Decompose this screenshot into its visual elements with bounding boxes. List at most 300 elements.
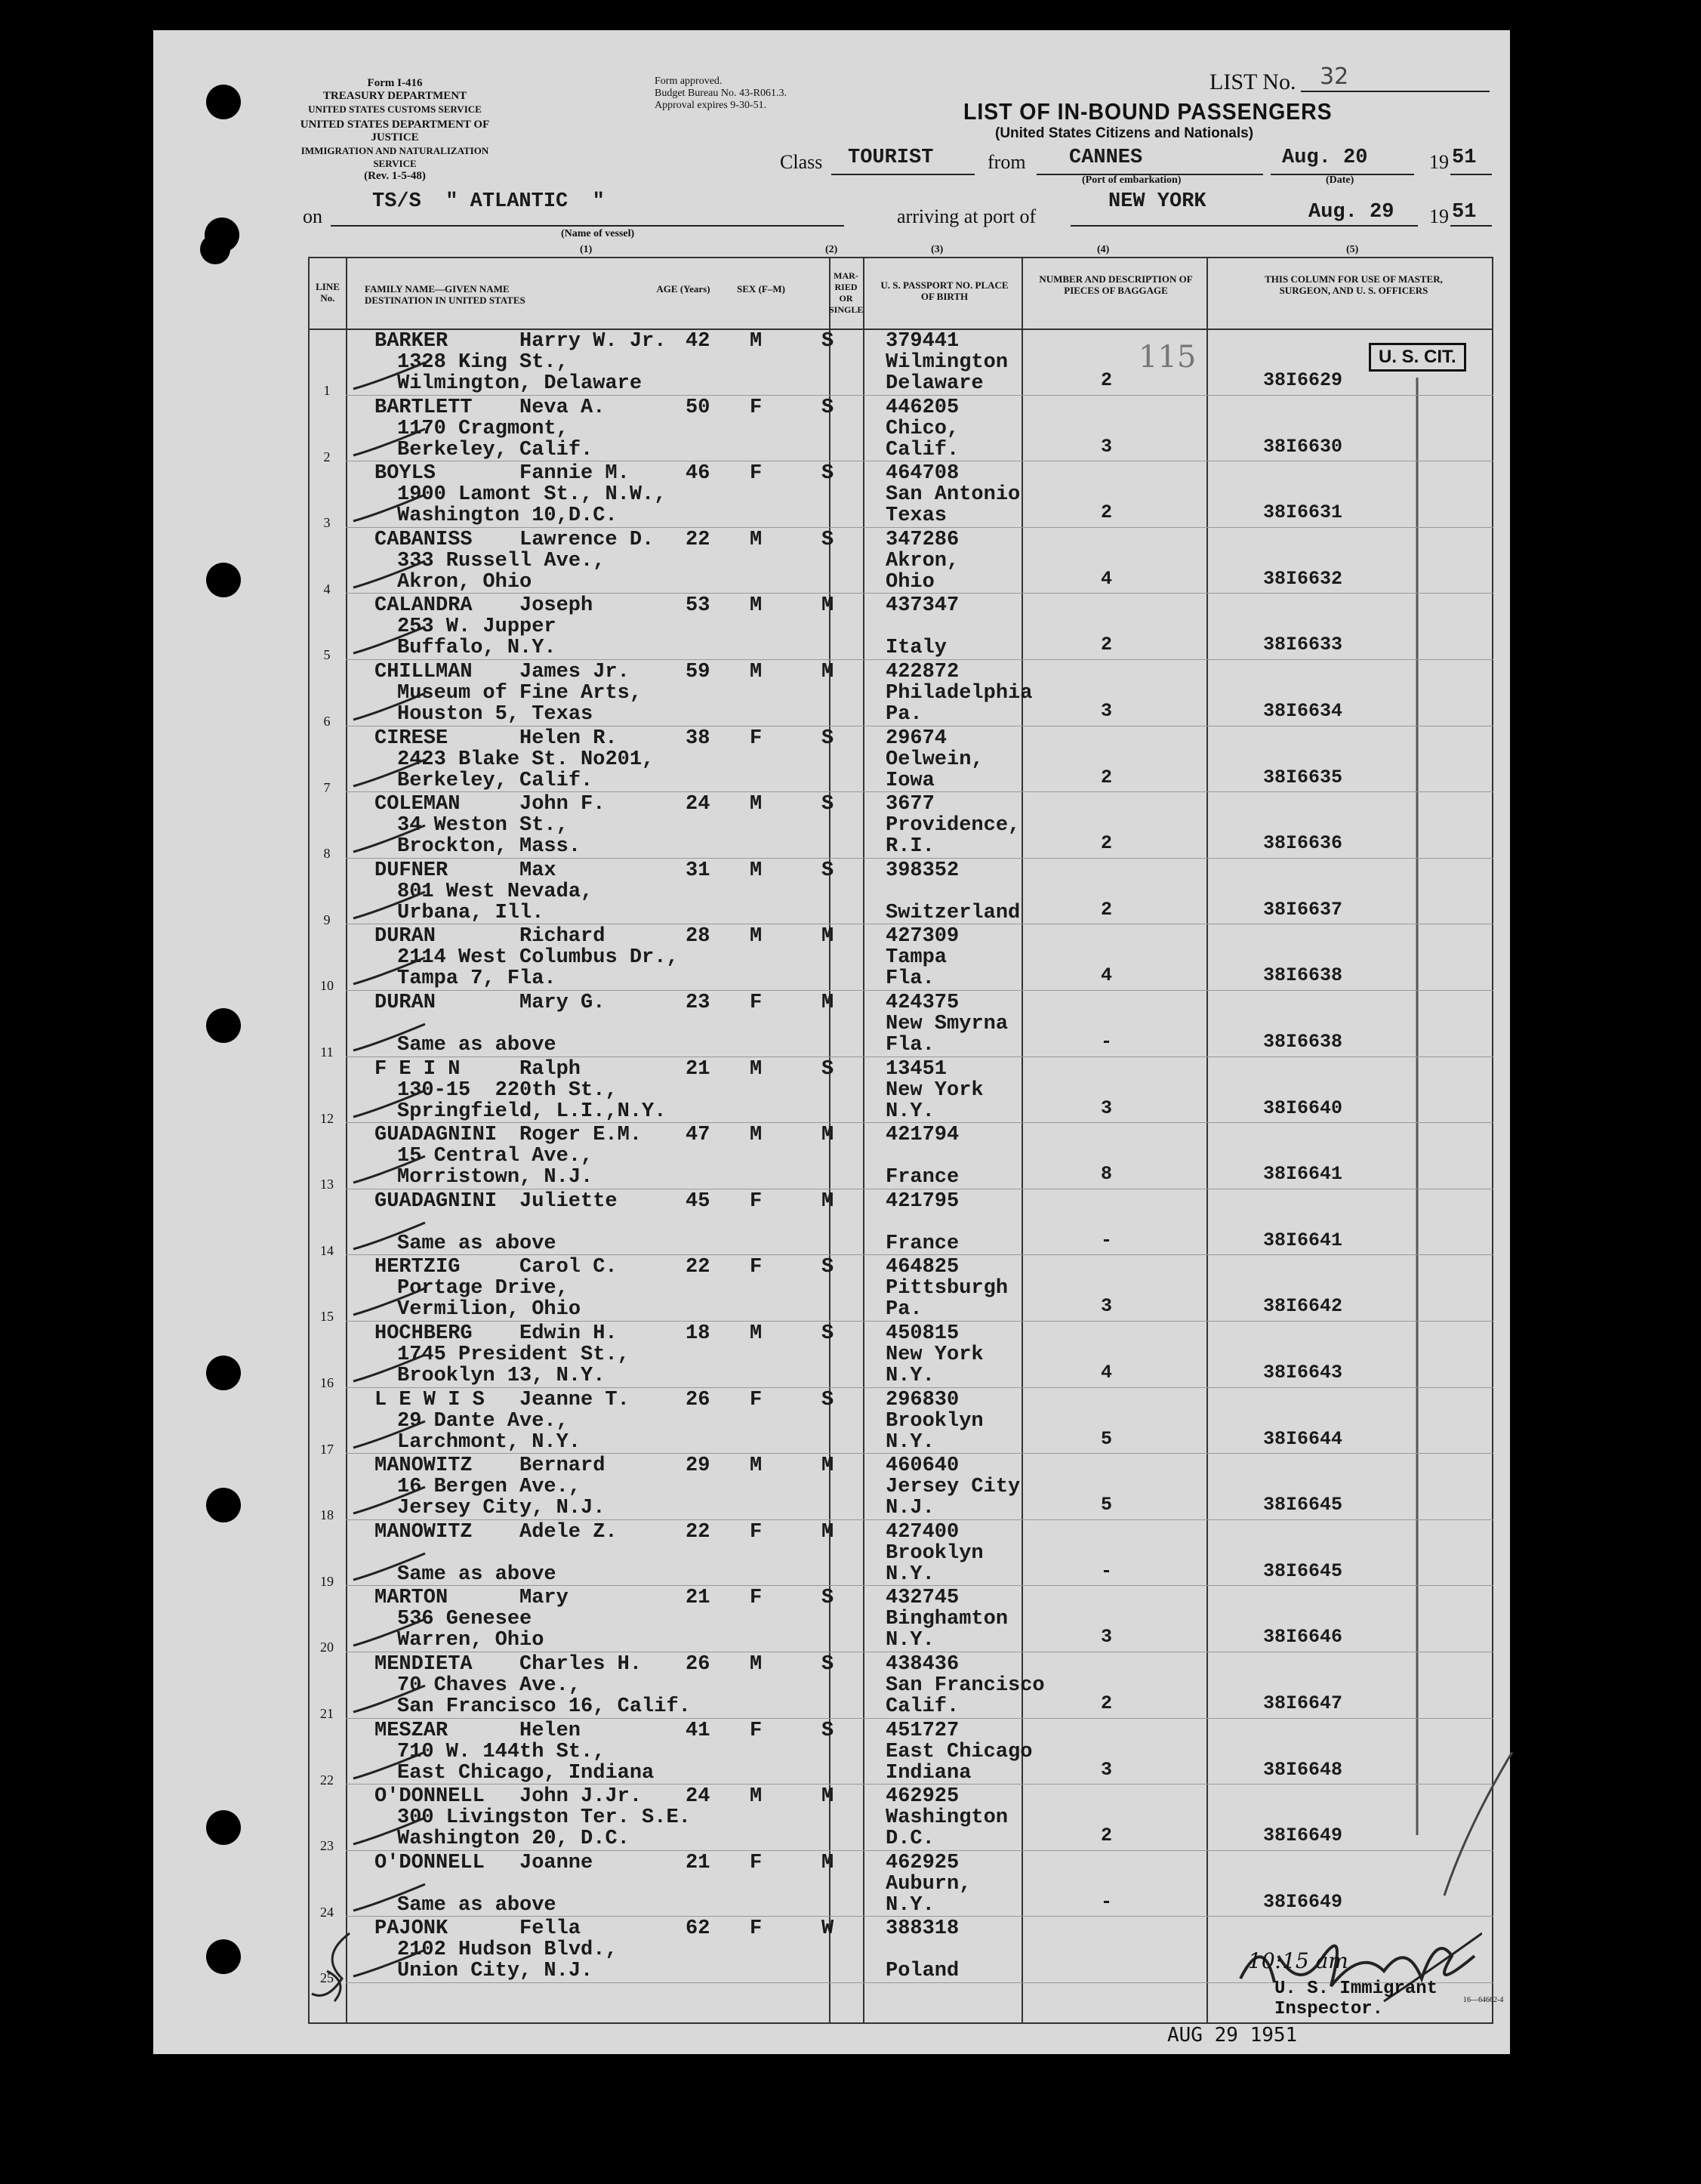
table-row	[308, 1322, 1493, 1389]
sex: M	[750, 1653, 763, 1676]
destination-line: Warren, Ohio	[397, 1629, 544, 1652]
line-number: 7	[323, 779, 331, 795]
binder-hole	[206, 85, 241, 119]
table-row	[308, 925, 1493, 992]
baggage-count: 2	[1101, 1692, 1113, 1714]
marital-status: S	[821, 462, 834, 486]
line-number: 5	[323, 647, 331, 663]
marital-status: M	[821, 594, 834, 618]
row-rule	[346, 395, 1493, 396]
destination-line: Washington 20, D.C.	[397, 1828, 630, 1851]
row-rule	[346, 791, 1493, 792]
passport-number: 438436	[886, 1653, 960, 1676]
destination-line: Springfield, L.I.,N.Y.	[397, 1100, 667, 1123]
col-passport-header: U. S. PASSPORT NO. PLACE OF BIRTH	[880, 279, 1009, 302]
passport-number: 427309	[886, 925, 960, 949]
col-sex-header: SEX (F–M)	[737, 283, 785, 295]
destination-line: Washington 10,D.C.	[397, 504, 618, 528]
check-mark	[350, 1814, 433, 1852]
table-row	[308, 1190, 1493, 1257]
destination-line: San Francisco 16, Calif.	[397, 1695, 691, 1718]
passport-number: 422872	[886, 661, 960, 683]
given-name: Carol C.	[519, 1256, 618, 1279]
destination-line: Wilmington, Delaware	[397, 372, 642, 395]
family-name: MANOWITZ	[374, 1454, 473, 1478]
arrival-date: Aug. 29	[1308, 201, 1394, 224]
line-number: 24	[320, 1904, 334, 1920]
birthplace-line: San Antonio	[886, 483, 1021, 507]
family-name: CIRESE	[374, 726, 448, 750]
family-name: MANOWITZ	[374, 1520, 473, 1544]
address-line: 16 Bergen Ave.,	[397, 1476, 581, 1499]
table-row	[308, 462, 1493, 529]
table-row	[308, 727, 1493, 794]
official-reference: 38I6646	[1263, 1626, 1343, 1649]
age: 18	[686, 1322, 710, 1345]
baggage-count: 5	[1101, 1427, 1113, 1450]
marital-status: S	[821, 793, 834, 816]
address-line: 300 Livingston Ter. S.E.	[397, 1806, 691, 1830]
passport-number: 421794	[886, 1124, 960, 1147]
from-label: from	[988, 151, 1026, 173]
official-reference: 38I6641	[1263, 1163, 1343, 1186]
official-reference: 38I6629	[1263, 369, 1343, 391]
birthplace-line: Italy	[886, 637, 948, 660]
birthplace-line: N.Y.	[886, 1893, 935, 1917]
line-number: 10	[320, 978, 334, 994]
passport-number: 432745	[886, 1587, 960, 1610]
marital-status: S	[821, 1653, 834, 1676]
birthplace-line: N.Y.	[886, 1562, 935, 1586]
family-name: CABANISS	[374, 528, 473, 551]
marital-status: S	[821, 1057, 834, 1081]
table-row	[308, 1852, 1493, 1918]
line-number: 14	[320, 1242, 334, 1258]
birthplace-line: Binghamton	[886, 1608, 1009, 1631]
binder-hole	[206, 1008, 241, 1043]
table-row	[308, 793, 1493, 862]
row-rule	[346, 527, 1493, 528]
passport-number: 379441	[886, 330, 960, 353]
row-rule	[346, 1387, 1493, 1388]
birthplace-line: New York	[886, 1078, 984, 1102]
check-mark	[350, 359, 433, 396]
sex: M	[750, 594, 763, 618]
birthplace-line: N.Y.	[886, 1365, 935, 1387]
baggage-count: 4	[1101, 1362, 1113, 1384]
check-mark	[350, 1087, 433, 1124]
address-line: 253 W. Jupper	[397, 615, 556, 639]
address-line: 130-15 220th St.,	[397, 1078, 618, 1102]
birthplace-line: N.Y.	[886, 1629, 935, 1652]
given-name: Charles H.	[519, 1653, 642, 1676]
approval-line: Budget Bureau No. 43-R061.3.	[655, 88, 787, 99]
table-row	[308, 1256, 1493, 1325]
address-line: 2102 Hudson Blvd.,	[397, 1939, 618, 1962]
dept-treasury-sub: UNITED STATES CUSTOMS SERVICE	[308, 103, 482, 115]
baggage-count: 5	[1101, 1494, 1113, 1516]
passport-number: 398352	[886, 859, 960, 882]
given-name: John F.	[519, 793, 606, 816]
check-mark	[350, 425, 433, 463]
given-name: Helen	[519, 1719, 581, 1742]
official-reference: 38I6644	[1263, 1427, 1343, 1450]
on-label: on	[303, 205, 322, 227]
birthplace-line: Chico,	[886, 417, 960, 440]
family-name: F E I N	[374, 1057, 461, 1081]
marital-status: S	[821, 396, 834, 419]
sex: M	[750, 661, 763, 683]
sex: M	[750, 528, 763, 551]
table-row	[308, 859, 1493, 926]
family-name: COLEMAN	[374, 793, 461, 816]
sex: M	[750, 925, 763, 949]
row-rule	[346, 659, 1493, 660]
class-label: Class	[780, 151, 823, 173]
baggage-count: 2	[1101, 1825, 1113, 1847]
year-2: 51	[1452, 201, 1477, 224]
address-line: 29 Dante Ave.,	[397, 1409, 569, 1433]
sex: M	[750, 1785, 763, 1809]
passport-number: 451727	[886, 1719, 960, 1742]
age: 26	[686, 1388, 710, 1411]
given-name: Mary	[519, 1587, 569, 1610]
family-name: MESZAR	[374, 1719, 448, 1742]
destination-line: Vermilion, Ohio	[397, 1298, 581, 1322]
destination-line: Tampa 7, Fla.	[397, 967, 556, 991]
table-row	[308, 1785, 1493, 1852]
form-code: 16—64662-4	[1463, 1996, 1504, 2004]
official-reference: 38I6647	[1263, 1692, 1343, 1714]
birthplace-line: Poland	[886, 1960, 960, 1983]
official-reference: 38I6633	[1263, 634, 1343, 656]
destination-line: Union City, N.J.	[397, 1960, 593, 1983]
family-name: BARKER	[374, 330, 448, 353]
check-mark	[350, 822, 433, 859]
age: 22	[686, 528, 710, 551]
line-number: 17	[320, 1441, 334, 1457]
sex: F	[750, 1256, 763, 1279]
check-mark	[350, 491, 433, 529]
table-row	[308, 661, 1493, 727]
official-reference: 38I6645	[1263, 1559, 1343, 1582]
destination-line: Houston 5, Texas	[397, 703, 593, 726]
age: 21	[686, 1057, 710, 1081]
passport-number: 3677	[886, 793, 935, 816]
col-official-header: THIS COLUMN FOR USE OF MASTER, SURGEON, AND U. S. OFFICERS	[1265, 273, 1443, 296]
destination-line: Berkeley, Calif.	[397, 438, 593, 461]
birthplace-line: Brooklyn	[886, 1541, 984, 1565]
line-number: 21	[320, 1706, 334, 1721]
given-name: Roger E.M.	[519, 1124, 642, 1147]
age: 29	[686, 1454, 710, 1478]
address-line: Portage Drive,	[397, 1277, 569, 1300]
table-row	[308, 594, 1493, 661]
check-mark	[350, 1152, 433, 1190]
birthplace-line: France	[886, 1232, 960, 1255]
arriving-label: arriving at port of	[897, 205, 1037, 227]
departure-date: Aug. 20	[1282, 147, 1368, 169]
birthplace-line: R.I.	[886, 835, 935, 859]
age: 21	[686, 1587, 710, 1610]
marital-status: M	[821, 1785, 834, 1809]
line-number: 19	[320, 1573, 334, 1589]
family-name: CHILLMAN	[374, 661, 473, 683]
approval-line: Approval expires 9-30-51.	[655, 100, 767, 111]
baggage-count: 3	[1101, 1626, 1113, 1649]
signature-time: 10:15 am	[1248, 1948, 1348, 1973]
baggage-count: 2	[1101, 634, 1113, 656]
passport-number: 29674	[886, 726, 948, 750]
passport-number: 421795	[886, 1189, 960, 1213]
family-name: PAJONK	[374, 1917, 448, 1941]
row-rule	[346, 990, 1493, 991]
address-line: 1170 Cragmont,	[397, 417, 569, 440]
baggage-count: 3	[1101, 700, 1113, 722]
binder-hole	[206, 1488, 241, 1522]
marital-status: S	[821, 1719, 834, 1742]
baggage-count: 2	[1101, 898, 1113, 921]
birthplace-line: Ohio	[886, 570, 935, 594]
baggage-count: 4	[1101, 567, 1113, 590]
address-line: 1900 Lamont St., N.W.,	[397, 483, 667, 507]
passport-number: 296830	[886, 1388, 960, 1411]
table-row	[308, 1720, 1493, 1786]
official-reference: 38I6637	[1263, 898, 1343, 921]
given-name: Mary G.	[519, 992, 606, 1014]
age: 62	[686, 1917, 710, 1941]
line-number: 18	[320, 1507, 334, 1523]
marital-status: S	[821, 859, 834, 882]
row-rule	[346, 1453, 1493, 1454]
given-name: Joseph	[519, 594, 593, 618]
col-baggage-header: NUMBER AND DESCRIPTION OF PIECES OF BAGGAGE	[1039, 273, 1193, 296]
line-number: 2	[323, 449, 331, 464]
official-reference: 38I6643	[1263, 1362, 1343, 1384]
passport-number: 424375	[886, 992, 960, 1014]
passport-number: 462925	[886, 1785, 960, 1809]
official-reference: 38I6636	[1263, 832, 1343, 855]
passport-number: 462925	[886, 1851, 960, 1874]
destination-line: Jersey City, N.J.	[397, 1497, 606, 1520]
given-name: John J.Jr.	[519, 1785, 642, 1809]
column-number: (3)	[931, 244, 944, 255]
given-name: Lawrence D.	[519, 528, 655, 551]
age: 24	[686, 1785, 710, 1809]
destination-line: Same as above	[397, 1562, 556, 1586]
sex: M	[750, 793, 763, 816]
line-number: 4	[323, 581, 331, 597]
table-row	[308, 1587, 1493, 1653]
check-mark	[350, 954, 433, 992]
col-married-header: MAR-RIED OR SINGLE	[829, 270, 864, 315]
official-reference: 38I6645	[1263, 1494, 1343, 1516]
table-row	[308, 1124, 1493, 1190]
dept-justice-sub: IMMIGRATION AND NATURALIZATION SERVICE	[300, 145, 489, 169]
marital-status: S	[821, 726, 834, 750]
table-row	[308, 1454, 1493, 1521]
official-reference: 38I6630	[1263, 435, 1343, 458]
dept-treasury: TREASURY DEPARTMENT	[322, 90, 467, 102]
marital-status: M	[821, 1454, 834, 1478]
passport-number: 347286	[886, 528, 960, 551]
birthplace-line: Philadelphia	[886, 682, 1033, 705]
age: 38	[686, 726, 710, 750]
birthplace-line: Texas	[886, 504, 948, 528]
table-row	[308, 1521, 1493, 1587]
check-mark	[350, 1417, 433, 1455]
birthplace-line: Brooklyn	[886, 1409, 984, 1433]
baggage-count: 3	[1101, 1758, 1113, 1781]
marital-status: M	[821, 1124, 834, 1147]
birthplace-line: Fla.	[886, 1034, 935, 1057]
line-number: 1	[323, 383, 331, 398]
birthplace-line: D.C.	[886, 1828, 935, 1851]
marital-status: S	[821, 330, 834, 353]
age: 24	[686, 793, 710, 816]
check-mark	[350, 1682, 433, 1720]
year-prefix: 19	[1429, 205, 1449, 227]
list-no-label: LIST No.	[1209, 69, 1296, 94]
marital-status: S	[821, 1322, 834, 1345]
official-reference: 38I6638	[1263, 964, 1343, 987]
row-rule	[346, 1718, 1493, 1719]
given-name: James Jr.	[519, 661, 630, 683]
sex: F	[750, 1917, 763, 1941]
baggage-count: 8	[1101, 1163, 1113, 1186]
family-name: O'DONNELL	[374, 1785, 485, 1809]
family-name: MARTON	[374, 1587, 448, 1610]
row-rule	[346, 593, 1493, 594]
line-number: 16	[320, 1375, 334, 1390]
page-subtitle: (United States Citizens and Nationals)	[995, 125, 1254, 141]
family-name: BARTLETT	[374, 396, 473, 419]
sex: M	[750, 1454, 763, 1478]
baggage-count: -	[1101, 1031, 1113, 1053]
date-label: (Date)	[1326, 174, 1354, 186]
year-1: 51	[1452, 147, 1477, 169]
official-reference: 38I6631	[1263, 501, 1343, 524]
table-row	[308, 992, 1493, 1058]
line-number: 12	[320, 1110, 334, 1126]
birthplace-line: France	[886, 1166, 960, 1189]
check-mark	[350, 557, 433, 595]
baggage-count: -	[1101, 1890, 1113, 1913]
destination-line: East Chicago, Indiana	[397, 1761, 655, 1785]
family-name: DURAN	[374, 925, 436, 949]
sex: F	[750, 1719, 763, 1742]
inspector-label: U. S. Immigrant Inspector.	[1274, 1979, 1438, 2019]
list-no-value: 32	[1320, 63, 1349, 90]
form-number: Form I-416	[367, 77, 423, 89]
birthplace-line: Akron,	[886, 549, 960, 572]
passport-number: 388318	[886, 1917, 960, 1941]
baggage-count: -	[1101, 1559, 1113, 1582]
marital-status: S	[821, 528, 834, 551]
marital-status: M	[821, 925, 834, 949]
birthplace-line: Calif.	[886, 438, 960, 461]
birthplace-line: N.J.	[886, 1497, 935, 1520]
birthplace-line: N.Y.	[886, 1430, 935, 1454]
sex: M	[750, 1057, 763, 1081]
birthplace-line: East Chicago	[886, 1740, 1033, 1763]
line-number: 20	[320, 1640, 334, 1655]
age: 42	[686, 330, 710, 353]
birthplace-line: Delaware	[886, 372, 984, 395]
sex: F	[750, 1388, 763, 1411]
baggage-count: 3	[1101, 1295, 1113, 1318]
year-prefix: 19	[1429, 151, 1449, 173]
age: 28	[686, 925, 710, 949]
address-line: 536 Genesee	[397, 1608, 532, 1631]
row-rule	[346, 1519, 1493, 1520]
destination-line: Larchmont, N.Y.	[397, 1430, 581, 1454]
given-name: Fannie M.	[519, 462, 630, 486]
line-number: 9	[323, 912, 331, 927]
age: 53	[686, 594, 710, 618]
port-embarkation: CANNES	[1069, 147, 1143, 169]
sex: F	[750, 726, 763, 750]
check-mark	[350, 888, 433, 926]
birthplace-line: New Smyrna	[886, 1013, 1009, 1035]
given-name: Juliette	[519, 1189, 618, 1213]
us-citizen-stamp: U. S. CIT.	[1369, 343, 1466, 372]
destination-line: Akron, Ohio	[397, 570, 532, 594]
marital-status: S	[821, 1388, 834, 1411]
birthplace-line: Fla.	[886, 967, 935, 991]
line-number: 22	[320, 1772, 334, 1788]
check-mark	[350, 1880, 433, 1918]
family-name: HOCHBERG	[374, 1322, 473, 1345]
sex: M	[750, 1124, 763, 1147]
line-number: 23	[320, 1838, 334, 1854]
row-rule	[346, 858, 1493, 859]
address-line: 710 W. 144th St.,	[397, 1740, 606, 1763]
column-number: (5)	[1346, 244, 1359, 255]
address-line: 801 West Nevada,	[397, 880, 593, 903]
sex: M	[750, 330, 763, 353]
marital-status: M	[821, 1189, 834, 1213]
vessel-name: TS/S " ATLANTIC "	[372, 190, 605, 213]
passport-number: 464708	[886, 462, 960, 486]
age: 50	[686, 396, 710, 419]
marital-status: M	[821, 992, 834, 1014]
official-reference: 38I6642	[1263, 1295, 1343, 1318]
check-mark	[350, 1285, 433, 1322]
birthplace-line: Pittsburgh	[886, 1277, 1009, 1300]
given-name: Richard	[519, 925, 606, 949]
passport-number: 13451	[886, 1057, 948, 1081]
row-rule	[346, 1585, 1493, 1586]
family-name: L E W I S	[374, 1388, 485, 1411]
check-mark	[350, 1550, 433, 1587]
baggage-count: 2	[1101, 766, 1113, 788]
passport-number: 450815	[886, 1322, 960, 1345]
birthplace-line: Auburn,	[886, 1872, 972, 1896]
date-stamp: AUG 29 1951	[1167, 2024, 1298, 2047]
given-name: Jeanne T.	[519, 1388, 630, 1411]
baggage-count: 2	[1101, 501, 1113, 524]
check-mark	[350, 756, 433, 794]
official-reference: 38I6632	[1263, 567, 1343, 590]
address-line: 2114 West Columbus Dr.,	[397, 946, 679, 970]
check-mark	[350, 623, 433, 661]
table-row	[308, 1389, 1493, 1455]
birthplace-line: Pa.	[886, 1298, 923, 1322]
passport-number: 446205	[886, 396, 960, 419]
family-name: CALANDRA	[374, 594, 473, 618]
binder-hole	[206, 1356, 241, 1390]
